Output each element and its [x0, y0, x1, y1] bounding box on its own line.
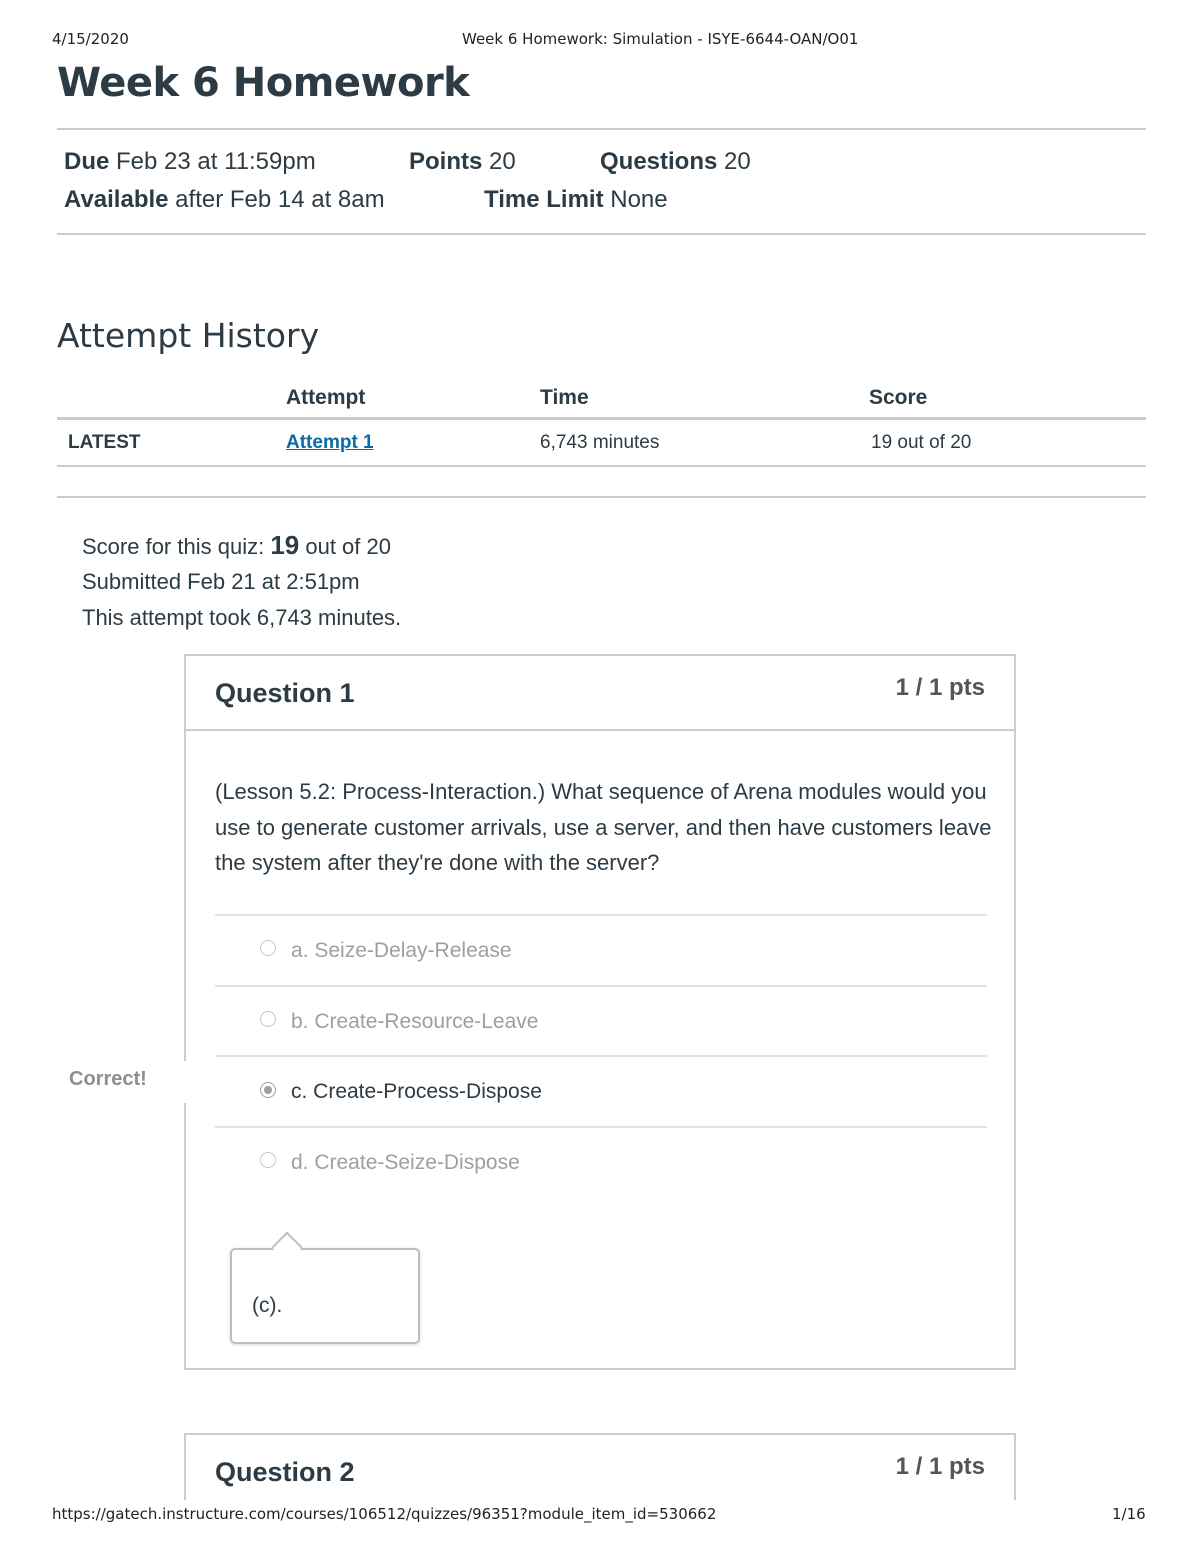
score-prefix: Score for this quiz:: [82, 534, 265, 559]
print-page-number: 1/16: [1112, 1505, 1146, 1523]
submitted-line: Submitted Feb 21 at 2:51pm: [82, 569, 360, 594]
column-header-score: Score: [869, 386, 928, 409]
questions-value: 20: [724, 148, 751, 175]
available-info: [64, 186, 385, 214]
flag-notch: [183, 1061, 187, 1103]
attempt-time: 6,743 minutes: [540, 432, 660, 453]
table-row-divider: [57, 465, 1146, 467]
quiz-score-line: [82, 530, 391, 561]
question-card: [184, 1433, 1016, 1500]
radio-button-a[interactable]: [260, 940, 276, 956]
radio-button-b[interactable]: [260, 1011, 276, 1027]
radio-button-d[interactable]: [260, 1152, 276, 1168]
score-suffix: out of 20: [305, 534, 391, 559]
section-divider: [57, 496, 1146, 498]
radio-button-c-selected[interactable]: [260, 1082, 276, 1098]
score-value: 19: [270, 530, 300, 560]
question-title: Question 2: [215, 1457, 355, 1487]
points-value: 20: [489, 148, 516, 175]
time-limit-value: None: [610, 186, 668, 213]
due-value: Feb 23 at 11:59pm: [116, 148, 316, 175]
print-doc-title: Week 6 Homework: Simulation - ISYE-6644-OAN/O01: [462, 30, 859, 48]
table-header-divider: [57, 417, 1146, 420]
available-label: Available: [64, 186, 169, 213]
attempt-link[interactable]: Attempt 1: [286, 432, 374, 453]
column-header-time: Time: [540, 386, 589, 409]
answer-divider: [215, 1126, 987, 1128]
row-label-latest: LATEST: [68, 432, 141, 453]
question-header: [186, 656, 1014, 731]
question-points: 1 / 1 pts: [895, 674, 985, 701]
questions-info: [600, 148, 751, 176]
question-title: Question 1: [215, 678, 355, 708]
correct-flag-wrapper: [69, 1068, 149, 1091]
attempt-score: 19 out of 20: [871, 432, 972, 453]
answer-divider: [215, 985, 987, 987]
comment-text: (c).: [252, 1294, 283, 1317]
answer-divider: [215, 914, 987, 916]
questions-label: Questions: [600, 148, 718, 175]
print-date: 4/15/2020: [52, 30, 129, 48]
answer-divider: [215, 1055, 987, 1057]
time-limit-info: [484, 186, 668, 214]
page-title: Week 6 Homework: [57, 60, 470, 106]
answer-option-c[interactable]: c. Create-Process-Dispose: [291, 1080, 542, 1103]
points-label: Points: [409, 148, 483, 175]
available-value: after Feb 14 at 8am: [175, 186, 385, 213]
question-text: (Lesson 5.2: Process-Interaction.) What sequence of Arena modules would you use to generate customer arrivals, use a server, and then have customers leave the system after they're done with the server?: [215, 779, 992, 875]
column-header-attempt: Attempt: [286, 386, 366, 409]
answer-option-d[interactable]: d. Create-Seize-Dispose: [291, 1151, 520, 1174]
answer-option-b[interactable]: b. Create-Resource-Leave: [291, 1010, 539, 1033]
correct-answer-flag: Correct!: [69, 1068, 147, 1090]
answer-option-a[interactable]: a. Seize-Delay-Release: [291, 939, 512, 962]
question-points: 1 / 1 pts: [895, 1453, 985, 1480]
header-divider-top: [57, 128, 1146, 130]
due-label: Due: [64, 148, 110, 175]
duration-line: This attempt took 6,743 minutes.: [82, 605, 402, 630]
header-divider-bottom: [57, 233, 1146, 235]
due-info: [64, 148, 316, 176]
print-url: https://gatech.instructure.com/courses/106512/quizzes/96351?module_item_id=530662: [52, 1505, 717, 1523]
answer-comment: [230, 1248, 420, 1344]
points-info: [409, 148, 516, 176]
time-limit-label: Time Limit: [484, 186, 604, 213]
attempt-history-title: Attempt History: [57, 316, 320, 355]
